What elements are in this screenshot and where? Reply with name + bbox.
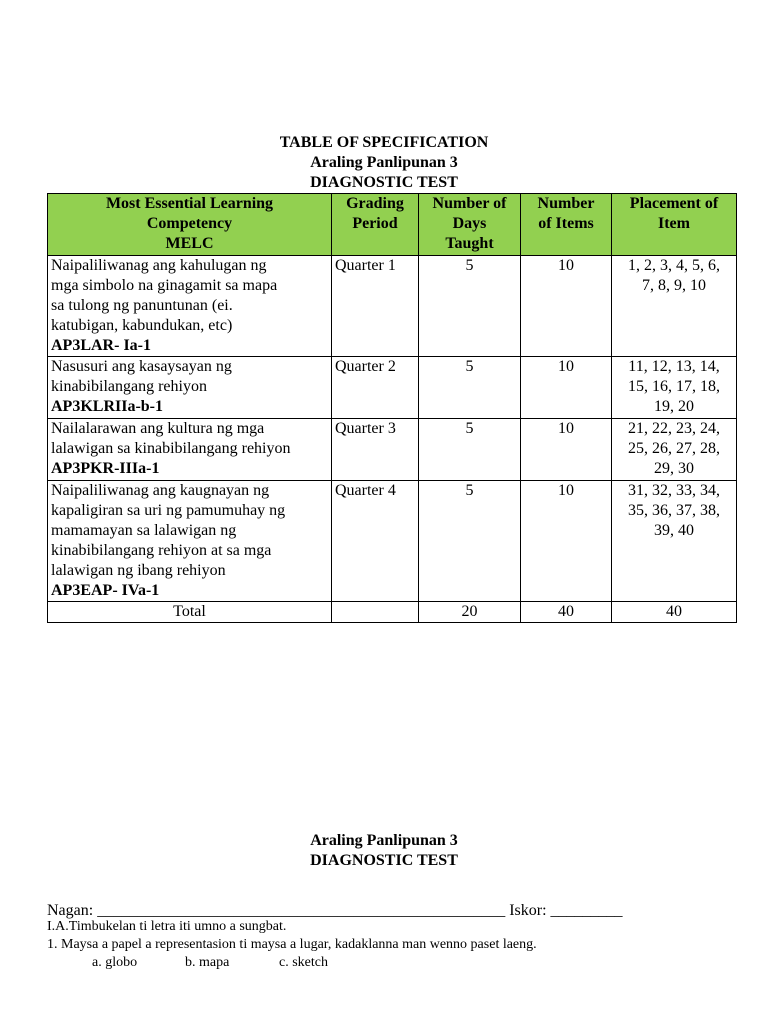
question-1: 1. Maysa a papel a representasion ti maysa a lugar, kadaklanna man wenno paset laeng. xyxy=(47,937,537,952)
total-period xyxy=(332,602,419,623)
table-row xyxy=(48,419,737,481)
table-row xyxy=(48,256,737,357)
melc-code: AP3PKR-IIIa-1 xyxy=(51,460,160,477)
table-header-row xyxy=(48,194,737,256)
test-title: DIAGNOSTIC TEST xyxy=(310,852,458,869)
total-row xyxy=(48,602,737,623)
header-number-items: Number of Items xyxy=(521,194,612,256)
period-cell: Quarter 4 xyxy=(332,481,419,602)
total-items: 40 xyxy=(521,602,612,623)
days-cell: 5 xyxy=(419,256,521,357)
placement-cell: 1, 2, 3, 4, 5, 6, 7, 8, 9, 10 xyxy=(612,256,737,357)
option-c: c. sketch xyxy=(279,955,328,970)
option-b: b. mapa xyxy=(185,955,230,970)
doc-test-name: DIAGNOSTIC TEST xyxy=(310,174,458,191)
test-instruction: I.A.Timbukelan ti letra iti umno a sungbat. xyxy=(47,919,287,934)
melc-code: AP3LAR- Ia-1 xyxy=(51,337,151,354)
days-cell: 5 xyxy=(419,481,521,602)
total-label: Total xyxy=(48,602,332,623)
doc-subject: Araling Panlipunan 3 xyxy=(310,154,458,171)
header-placement: Placement of Item xyxy=(612,194,737,256)
items-cell: 10 xyxy=(521,481,612,602)
melc-cell: Nasusuri ang kasaysayan ng kinabibilangang rehiyon AP3KLRIIa-b-1 xyxy=(48,357,332,419)
header-days-taught: Number of Days Taught xyxy=(419,194,521,256)
period-cell: Quarter 1 xyxy=(332,256,419,357)
placement-cell: 31, 32, 33, 34, 35, 36, 37, 38, 39, 40 xyxy=(612,481,737,602)
option-a: a. globo xyxy=(92,955,138,970)
melc-cell: Naipaliliwanag ang kahulugan ng mga simbolo na ginagamit sa mapa sa tulong ng panuntunan (ei. katubigan, kabundukan, etc) AP3LAR- Ia-1 xyxy=(48,256,332,357)
header-grading-period: Grading Period xyxy=(332,194,419,256)
specification-table xyxy=(47,193,737,623)
header-melc: Most Essential Learning Competency MELC xyxy=(48,194,332,256)
items-cell: 10 xyxy=(521,256,612,357)
melc-cell: Nailalarawan ang kultura ng mga lalawigan sa kinabibilangang rehiyon AP3PKR-IIIa-1 xyxy=(48,419,332,481)
days-cell: 5 xyxy=(419,357,521,419)
name-score-line: Nagan: ___________________________________________________ Iskor: _________ xyxy=(47,902,623,919)
melc-code: AP3EAP- IVa-1 xyxy=(51,582,160,599)
total-placement: 40 xyxy=(612,602,737,623)
period-cell: Quarter 3 xyxy=(332,419,419,481)
placement-cell: 11, 12, 13, 14, 15, 16, 17, 18, 19, 20 xyxy=(612,357,737,419)
items-cell: 10 xyxy=(521,357,612,419)
table-row xyxy=(48,481,737,602)
test-subject: Araling Panlipunan 3 xyxy=(310,832,458,849)
doc-title: TABLE OF SPECIFICATION xyxy=(279,134,489,151)
melc-code: AP3KLRIIa-b-1 xyxy=(51,398,164,415)
melc-cell: Naipaliliwanag ang kaugnayan ng kapaligiran sa uri ng pamumuhay ng mamamayan sa lalawigan ng kinabibilangang rehiyon at sa mga lalawigan ng ibang rehiyon AP3EAP- IVa-1 xyxy=(48,481,332,602)
total-days: 20 xyxy=(419,602,521,623)
placement-cell: 21, 22, 23, 24, 25, 26, 27, 28, 29, 30 xyxy=(612,419,737,481)
period-cell: Quarter 2 xyxy=(332,357,419,419)
table-row xyxy=(48,357,737,419)
items-cell: 10 xyxy=(521,419,612,481)
days-cell: 5 xyxy=(419,419,521,481)
